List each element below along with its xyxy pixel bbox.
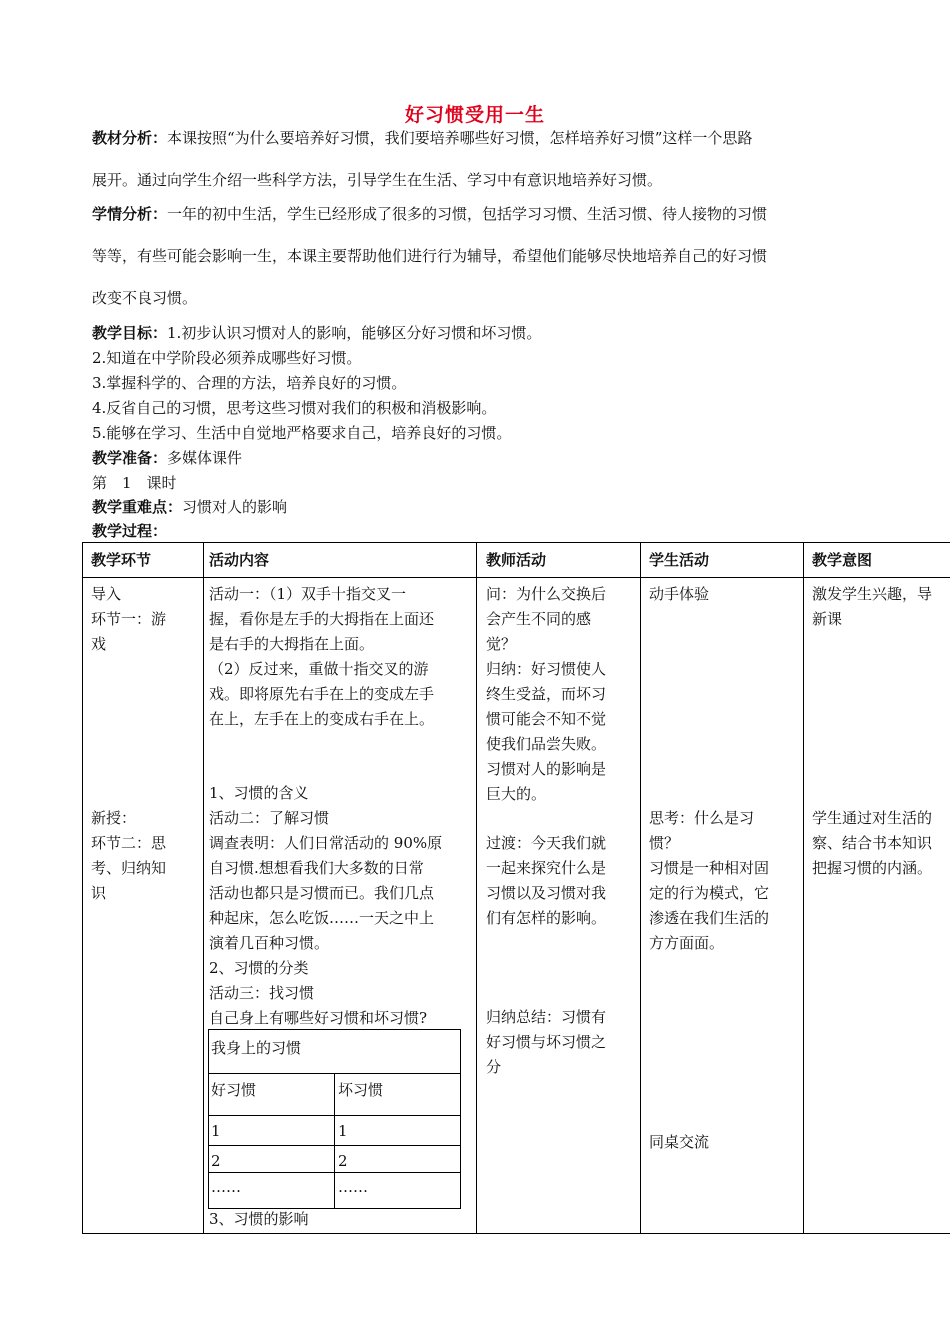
analysis-section xyxy=(92,128,862,148)
intent-two: 学生通过对生活的 察、结合书本知识 把握习惯的内涵。 xyxy=(812,809,933,877)
goals-line: 3.掌握科学的、合理的方法，培养良好的习惯。 xyxy=(92,374,407,392)
process-label: 教学过程： xyxy=(92,522,168,540)
table-cell: …… xyxy=(338,1178,368,1196)
table-cell: 1 xyxy=(211,1122,221,1140)
habit-impact: 3、习惯的影响 xyxy=(209,1210,309,1228)
goals-line: 教学目标：1.初步认识习惯对人的影响，能够区分好习惯和坏习惯。 xyxy=(92,324,542,342)
goals-line: 5.能够在学习、生活中自觉地严格要求自己，培养良好的习惯。 xyxy=(92,424,512,442)
goals-line: 2.知道在中学阶段必须养成哪些好习惯。 xyxy=(92,349,362,367)
learners-line: 一年的初中生活，学生已经形成了很多的习惯，包括学习习惯、生活习惯、待人接物的习惯 xyxy=(167,205,768,223)
header-stage: 教学环节 xyxy=(91,551,152,569)
table-cell: …… xyxy=(211,1178,241,1196)
prep-line: 教学准备：多媒体课件 xyxy=(92,449,243,467)
intent-one: 激发学生兴趣，导 新课 xyxy=(812,585,933,628)
prep-label: 教学准备： xyxy=(92,449,168,467)
learners-section xyxy=(92,204,862,224)
period-line: 第 1 课时 xyxy=(92,474,177,492)
student-activity-two: 思考：什么是习 惯？ 习惯是一种相对固 定的行为模式，它 渗透在我们生活的 方方面面。 xyxy=(649,809,770,952)
learners-label: 学情分析： xyxy=(92,205,168,223)
learners-line: 等等，有些可能会影响一生，本课主要帮助他们进行行为辅导，希望他们能够尽快地培养自己的好习惯 xyxy=(92,247,768,265)
analysis-line: 展开。通过向学生介绍一些科学方法，引导学生在生活、学习中有意识地培养好习惯。 xyxy=(92,171,663,189)
learners-line: 改变不良习惯。 xyxy=(92,289,198,307)
goals-line: 4.反省自己的习惯，思考这些习惯对我们的积极和消极影响。 xyxy=(92,399,497,417)
habits-table-title: 我身上的习惯 xyxy=(211,1039,302,1057)
header-student: 学生活动 xyxy=(649,551,710,569)
habits-table xyxy=(208,1029,461,1209)
table-cell: 1 xyxy=(338,1122,348,1140)
keypoint-line: 教学重难点：习惯对人的影响 xyxy=(92,498,288,516)
stage-intro: 导入 环节一：游 戏 xyxy=(91,585,167,653)
analysis-line: 本课按照“为什么要培养好习惯，我们要培养哪些好习惯，怎样培养好习惯”这样一个思路 xyxy=(167,129,753,147)
good-habits-header: 好习惯 xyxy=(211,1081,257,1099)
header-intent: 教学意图 xyxy=(812,551,873,569)
bad-habits-header: 坏习惯 xyxy=(338,1081,384,1099)
activity-one: 活动一：（1）双手十指交叉一 握，看你是左手的大拇指在上面还 是右手的大拇指在上面。 （2）反过来，重做十指交叉的游 戏。即将原先右手在上的变成左手 在上，左手在上的变成右手在上。 xyxy=(209,585,435,728)
page-title: 好习惯受用一生 xyxy=(404,104,545,126)
teacher-activity-one: 问：为什么交换后 会产生不同的感 觉？ 归纳：好习惯使人 终生受益，而坏习 惯可能会不知不觉 使我们品尝失败。 习惯对人的影响是 巨大的。 xyxy=(486,585,607,803)
stage-new: 新授： 环节二：思 考、归纳知 识 xyxy=(91,809,167,902)
activity-two: 1、习惯的含义 活动二：了解习惯 调查表明：人们日常活动的 90%原 自习惯.想想看我们大多数的日常 活动也都只是习惯而已。我们几点 种起床，怎么吃饭……一天之中上 演着几百种习惯。 2、习惯的分类 活动三：找习惯 自己身上有哪些好习惯和坏习惯? xyxy=(209,784,443,1027)
teacher-activity-two: 过渡：今天我们就 一起来探究什么是 习惯以及习惯对我 们有怎样的影响。 xyxy=(486,834,607,927)
header-teacher: 教师活动 xyxy=(486,551,547,569)
student-activity-one: 动手体验 xyxy=(649,585,710,603)
header-activity: 活动内容 xyxy=(209,551,270,569)
process-table xyxy=(82,542,950,1234)
analysis-label: 教材分析： xyxy=(92,129,168,147)
keypoint-label: 教学重难点： xyxy=(92,498,183,516)
student-activity-three: 同桌交流 xyxy=(649,1133,710,1151)
table-cell: 2 xyxy=(211,1152,221,1170)
table-cell: 2 xyxy=(338,1152,348,1170)
goals-label: 教学目标： xyxy=(92,324,168,342)
teacher-activity-three: 归纳总结：习惯有 好习惯与坏习惯之 分 xyxy=(486,1008,607,1076)
